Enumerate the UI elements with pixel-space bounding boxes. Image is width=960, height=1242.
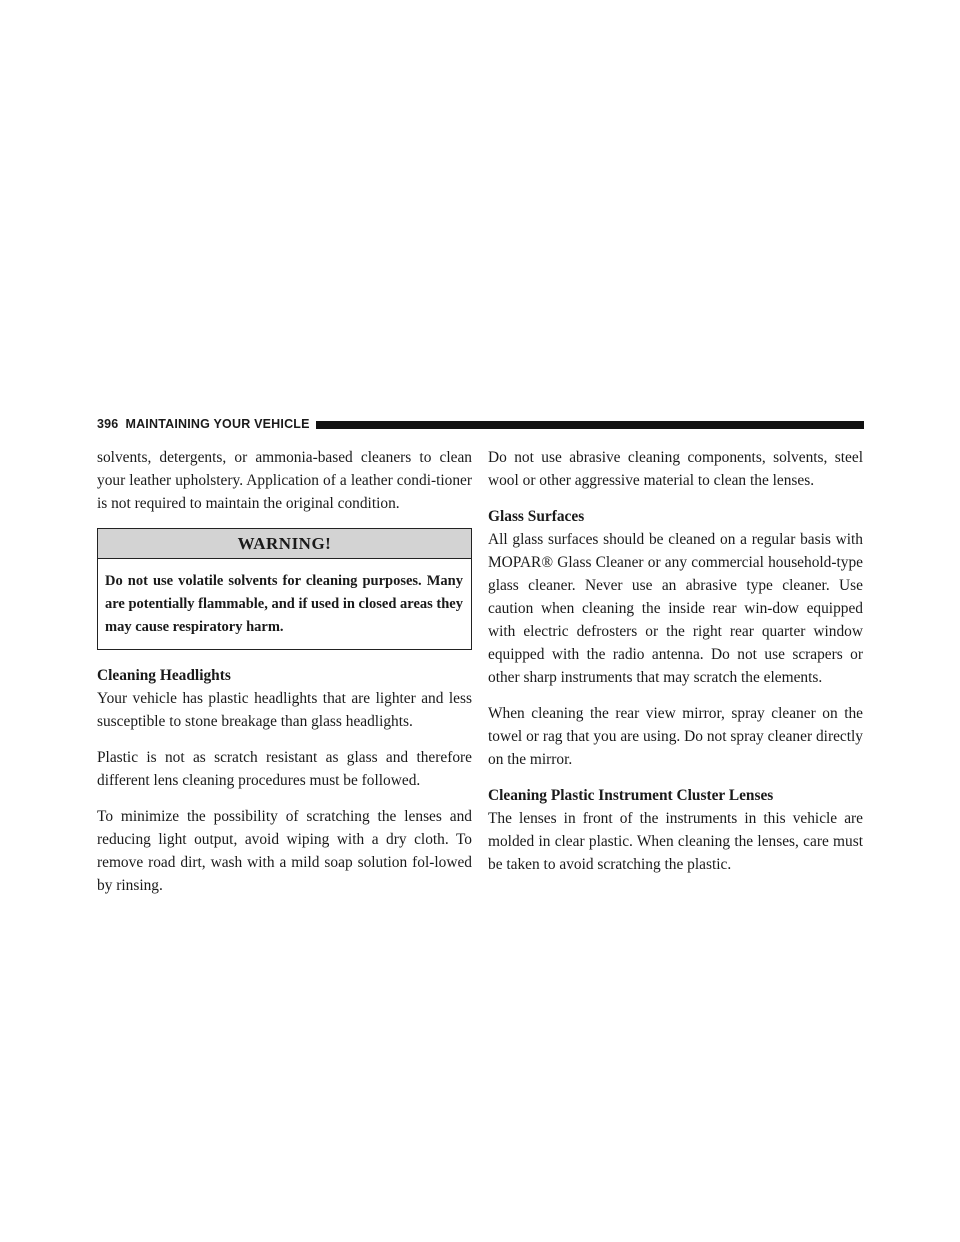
page-number: 396 <box>97 417 119 431</box>
glass-paragraph-1: All glass surfaces should be cleaned on a regular basis with MOPAR® Glass Cleaner or any commercial household-type glass cleaner. Never use an abrasive type cleaner. Use caution when cleaning the inside rear win-dow equipped with electric defrosters or the right rear quarter window equipped with the radio antenna. Do not use scrapers or other sharp instruments that may scratch the elements. <box>488 531 863 686</box>
header-rule <box>316 421 864 429</box>
leather-paragraph: solvents, detergents, or ammonia-based cleaners to clean your leather upholstery. Application of a leather condi-tioner is not required to maintain the original condition. <box>97 449 472 512</box>
lenses-paragraph: Do not use abrasive cleaning components, solvents, steel wool or other aggressive material to clean the lenses. <box>488 449 863 489</box>
headlights-paragraph-3: To minimize the possibility of scratching the lenses and reducing light output, avoid wiping with a dry cloth. To remove road dirt, wash with a mild soap solution fol-lowed by rinsing. <box>97 808 472 894</box>
headlights-paragraph-2: Plastic is not as scratch resistant as glass and therefore different lens cleaning procedures must be followed. <box>97 749 472 789</box>
heading-cleaning-headlights: Cleaning Headlights <box>97 667 231 684</box>
cluster-paragraph: The lenses in front of the instruments in this vehicle are molded in clear plastic. When cleaning the lenses, care must be taken to avoid scratching the plastic. <box>488 810 863 873</box>
heading-glass-surfaces: Glass Surfaces <box>488 508 585 525</box>
warning-title: WARNING! <box>98 529 471 559</box>
right-column <box>488 446 863 876</box>
page-header <box>97 417 864 431</box>
warning-box <box>97 528 472 650</box>
warning-text: Do not use volatile solvents for cleaning purposes. Many are potentially flammable, and if used in closed areas they may cause respiratory harm. <box>105 573 463 635</box>
glass-paragraph-2: When cleaning the rear view mirror, spray cleaner on the towel or rag that you are using. Do not spray cleaner directly on the mirror. <box>488 705 863 768</box>
headlights-paragraph-1: Your vehicle has plastic headlights that are lighter and less susceptible to stone breakage than glass headlights. <box>97 690 472 730</box>
left-column <box>97 446 472 897</box>
heading-cluster-lenses: Cleaning Plastic Instrument Cluster Lenses <box>488 787 774 804</box>
section-title: MAINTAINING YOUR VEHICLE <box>125 417 310 431</box>
